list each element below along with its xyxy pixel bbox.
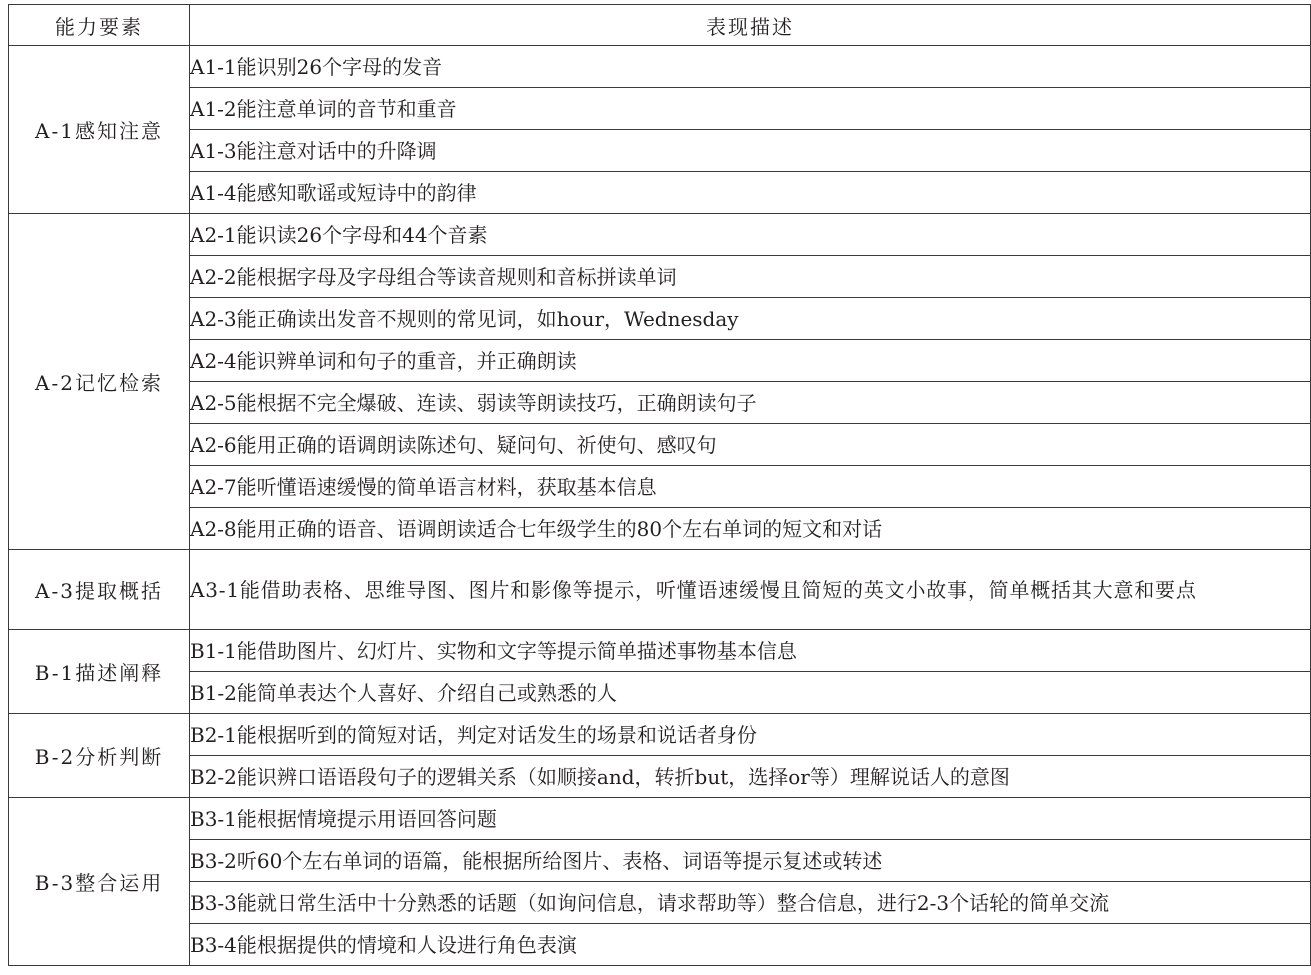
table-row <box>9 340 1311 382</box>
description-cell: B1-1能借助图片、幻灯片、实物和文字等提示简单描述事物基本信息 <box>190 630 1311 672</box>
table-row <box>9 798 1311 840</box>
table-row <box>9 508 1311 550</box>
ability-table <box>8 4 1311 966</box>
description-cell: A1-4能感知歌谣或短诗中的韵律 <box>190 172 1311 214</box>
table-row <box>9 756 1311 798</box>
table-row <box>9 172 1311 214</box>
category-cell: B-2分析判断 <box>9 714 190 798</box>
description-cell: A3-1能借助表格、思维导图、图片和影像等提示，听懂语速缓慢且简短的英文小故事，简单概括其大意和要点 <box>190 550 1311 630</box>
description-cell: B3-4能根据提供的情境和人设进行角色表演 <box>190 924 1311 966</box>
description-cell: A2-1能识读26个字母和44个音素 <box>190 214 1311 256</box>
category-cell: A-2记忆检索 <box>9 214 190 550</box>
description-cell: A2-7能听懂语速缓慢的简单语言材料，获取基本信息 <box>190 466 1311 508</box>
table-row <box>9 382 1311 424</box>
description-cell: A2-4能识辨单词和句子的重音，并正确朗读 <box>190 340 1311 382</box>
table-row <box>9 672 1311 714</box>
description-cell: A2-5能根据不完全爆破、连读、弱读等朗读技巧，正确朗读句子 <box>190 382 1311 424</box>
description-cell: A2-6能用正确的语调朗读陈述句、疑问句、祈使句、感叹句 <box>190 424 1311 466</box>
table-row <box>9 924 1311 966</box>
table-row <box>9 88 1311 130</box>
table-row <box>9 882 1311 924</box>
table-row <box>9 46 1311 88</box>
table-row <box>9 550 1311 630</box>
description-cell: B3-1能根据情境提示用语回答问题 <box>190 798 1311 840</box>
description-cell: B2-1能根据听到的简短对话，判定对话发生的场景和说话者身份 <box>190 714 1311 756</box>
category-cell: B-1描述阐释 <box>9 630 190 714</box>
description-cell: A1-2能注意单词的音节和重音 <box>190 88 1311 130</box>
description-cell: B1-2能简单表达个人喜好、介绍自己或熟悉的人 <box>190 672 1311 714</box>
table-row <box>9 466 1311 508</box>
table-row <box>9 214 1311 256</box>
category-cell: A-1感知注意 <box>9 46 190 214</box>
description-cell: A2-8能用正确的语音、语调朗读适合七年级学生的80个左右单词的短文和对话 <box>190 508 1311 550</box>
description-cell: B3-2听60个左右单词的语篇，能根据所给图片、表格、词语等提示复述或转述 <box>190 840 1311 882</box>
header-category: 能力要素 <box>9 5 190 46</box>
table-row <box>9 130 1311 172</box>
description-cell: A1-1能识别26个字母的发音 <box>190 46 1311 88</box>
table-row <box>9 630 1311 672</box>
description-cell: A1-3能注意对话中的升降调 <box>190 130 1311 172</box>
category-cell: A-3提取概括 <box>9 550 190 630</box>
table-row <box>9 714 1311 756</box>
description-cell: B2-2能识辨口语语段句子的逻辑关系（如顺接and，转折but，选择or等）理解说话人的意图 <box>190 756 1311 798</box>
description-cell: B3-3能就日常生活中十分熟悉的话题（如询问信息，请求帮助等）整合信息，进行2-3个话轮的简单交流 <box>190 882 1311 924</box>
description-cell: A2-2能根据字母及字母组合等读音规则和音标拼读单词 <box>190 256 1311 298</box>
table-row <box>9 424 1311 466</box>
category-cell: B-3整合运用 <box>9 798 190 966</box>
table-row <box>9 256 1311 298</box>
table-row <box>9 840 1311 882</box>
header-row <box>9 5 1311 46</box>
description-cell: A2-3能正确读出发音不规则的常见词，如hour，Wednesday <box>190 298 1311 340</box>
header-description: 表现描述 <box>190 5 1311 46</box>
table-row <box>9 298 1311 340</box>
